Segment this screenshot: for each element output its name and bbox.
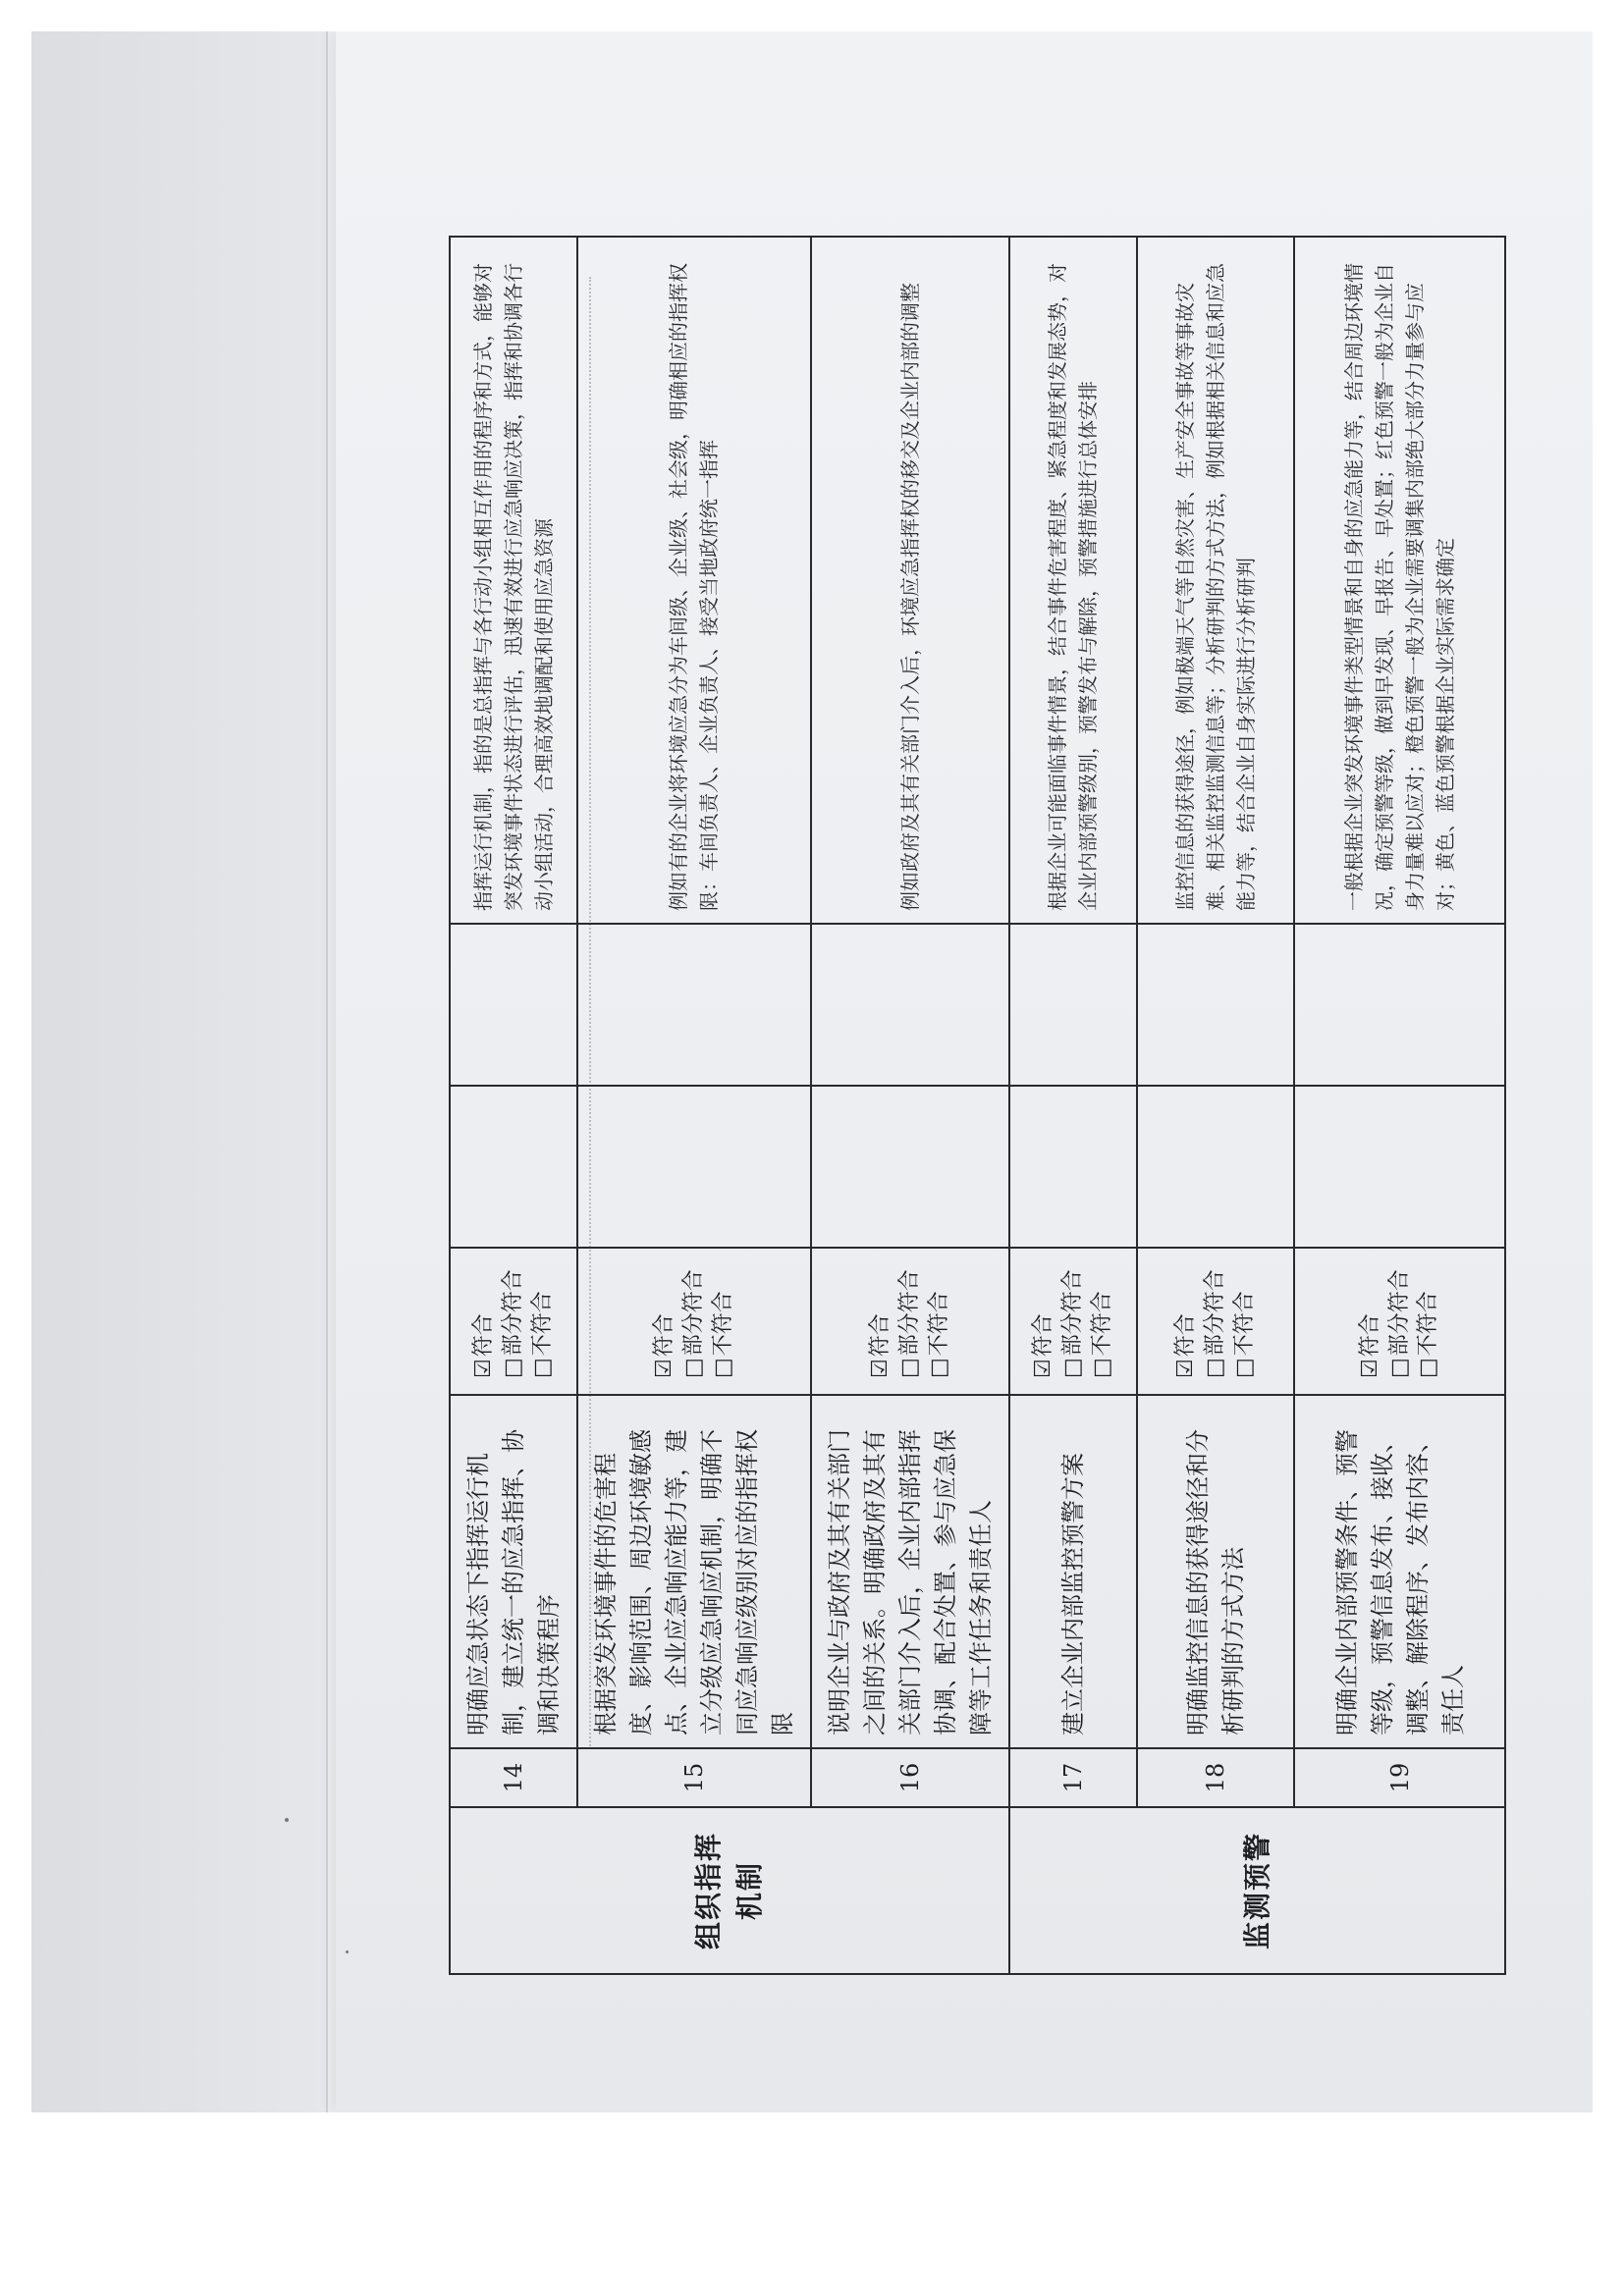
requirement-cell: 明确企业内部预警条件、预警等级，预警信息发布、接收、调整、解除程序、发布内容、责任人 bbox=[1294, 1395, 1505, 1748]
option-label: 不符合 bbox=[1089, 1291, 1114, 1357]
checkbox-unchecked[interactable]: □ bbox=[926, 1358, 951, 1378]
notes-cell: 例如政府及其有关部门介入后，环境应急指挥权的移交及企业内部的调整 bbox=[811, 237, 1009, 924]
checkbox-checked[interactable]: ☑ bbox=[471, 1359, 497, 1378]
option-label: 部分符合 bbox=[1203, 1269, 1228, 1357]
notes-cell: 指挥运行机制，指的是总指挥与各行动小组相互作用的程序和方式，能够对突发环境事件状态进行评估，迅速有效进行应急响应决策，指挥和协调各行动小组活动，合理高效地调配和使用应急资源 bbox=[450, 237, 577, 924]
requirement-cell: 明确应急状态下指挥运行机制，建立统一的应急指挥、协调和决策程序 bbox=[450, 1395, 577, 1748]
requirement-cell: 说明企业与政府及其有关部门之间的关系。明确政府及其有关部门介入后，企业内部指挥协调、配合处置、参与应急保障等工作任务和责任人 bbox=[811, 1395, 1009, 1748]
rotated-table-wrapper bbox=[449, 238, 1467, 1975]
option-label: 符合 bbox=[471, 1313, 497, 1358]
option-label: 符合 bbox=[1031, 1313, 1056, 1358]
checkbox-checked[interactable]: ☑ bbox=[1357, 1359, 1382, 1378]
checkbox-checked[interactable]: ☑ bbox=[1173, 1359, 1199, 1378]
empty-cell bbox=[1294, 924, 1505, 1086]
table-row bbox=[1137, 237, 1294, 1974]
requirement-cell: 根据突发环境事件的危害程度、影响范围、周边环境敏感点、企业应急响应能力等，建立分级应急响应机制，明确不同应急响应级别对应的指挥权限 bbox=[577, 1395, 811, 1748]
notes-cell: 根据企业可能面临事件情景，结合事件危害程度、紧急程度和发展态势，对企业内部预警级别，预警发布与解除，预警措施进行总体安排 bbox=[1009, 237, 1137, 924]
dust-speck bbox=[346, 1950, 349, 1953]
row-number: 16 bbox=[811, 1748, 1009, 1807]
book-left-page bbox=[31, 31, 328, 2112]
dust-speck bbox=[285, 1818, 289, 1822]
option-label: 不符合 bbox=[1231, 1291, 1257, 1357]
option-label: 部分符合 bbox=[681, 1269, 707, 1357]
options-cell bbox=[1009, 1248, 1137, 1395]
row-number: 18 bbox=[1137, 1748, 1294, 1807]
empty-cell bbox=[811, 924, 1009, 1086]
checkbox-unchecked[interactable]: □ bbox=[1060, 1358, 1086, 1378]
checkbox-unchecked[interactable]: □ bbox=[1386, 1358, 1412, 1378]
table-row bbox=[1009, 237, 1137, 1974]
checkbox-unchecked[interactable]: □ bbox=[681, 1358, 707, 1378]
option-label: 部分符合 bbox=[897, 1269, 923, 1357]
checkbox-unchecked[interactable]: □ bbox=[710, 1358, 735, 1378]
checkbox-unchecked[interactable]: □ bbox=[1416, 1358, 1441, 1378]
checkbox-unchecked[interactable]: □ bbox=[501, 1358, 526, 1378]
row-number: 17 bbox=[1009, 1748, 1137, 1807]
notes-cell: 监控信息的获得途径，例如极端天气等自然灾害、生产安全事故等事故灾难、相关监控监测信息等；分析研判的方式方法，例如根据相关信息和应急能力等，结合企业自身实际进行分析研判 bbox=[1137, 237, 1294, 924]
table-row bbox=[1294, 237, 1505, 1974]
checkbox-unchecked[interactable]: □ bbox=[897, 1358, 923, 1378]
empty-cell bbox=[450, 1086, 577, 1248]
empty-cell bbox=[1137, 924, 1294, 1086]
requirement-cell: 建立企业内部监控预警方案 bbox=[1009, 1395, 1137, 1748]
checkbox-unchecked[interactable]: □ bbox=[1231, 1358, 1257, 1378]
option-label: 符合 bbox=[652, 1313, 677, 1358]
checkbox-unchecked[interactable]: □ bbox=[529, 1358, 555, 1378]
table-row bbox=[450, 237, 577, 1974]
options-cell bbox=[450, 1248, 577, 1395]
checkbox-checked[interactable]: ☑ bbox=[1031, 1359, 1056, 1378]
row-number: 19 bbox=[1294, 1748, 1505, 1807]
options-cell bbox=[1137, 1248, 1294, 1395]
empty-cell bbox=[1009, 1086, 1137, 1248]
checkbox-unchecked[interactable]: □ bbox=[1089, 1358, 1114, 1378]
empty-cell bbox=[1137, 1086, 1294, 1248]
checkbox-unchecked[interactable]: □ bbox=[1203, 1358, 1228, 1378]
notes-cell: 一般根据企业突发环境事件类型情景和自身的应急能力等，结合周边环境情况，确定预警等级，做到早发现、早报告、早处置；红色预警一般为企业自身力量难以应对；橙色预警一般为企业需要调集内部绝大部分力量参与应对；黄色、蓝色预警根据企业实际需求确定 bbox=[1294, 237, 1505, 924]
category-cell: 组织指挥机制 bbox=[450, 1807, 1009, 1974]
review-table bbox=[449, 236, 1506, 1975]
option-label: 不符合 bbox=[710, 1291, 735, 1357]
option-label: 符合 bbox=[868, 1313, 893, 1358]
empty-cell bbox=[450, 924, 577, 1086]
requirement-cell: 明确监控信息的获得途径和分析研判的方式方法 bbox=[1137, 1395, 1294, 1748]
row-number: 15 bbox=[577, 1748, 811, 1807]
photo-background bbox=[31, 31, 1593, 2112]
empty-cell bbox=[811, 1086, 1009, 1248]
checkbox-checked[interactable]: ☑ bbox=[652, 1359, 677, 1378]
empty-cell bbox=[1009, 924, 1137, 1086]
option-label: 不符合 bbox=[926, 1291, 951, 1357]
empty-cell bbox=[577, 1086, 811, 1248]
empty-cell bbox=[577, 924, 811, 1086]
option-label: 符合 bbox=[1357, 1313, 1382, 1358]
notes-cell: 例如有的企业将环境应急分为车间级、企业级、社会级，明确相应的指挥权限：车间负责人、企业负责人、接受当地政府统一指挥 bbox=[577, 237, 811, 924]
options-cell bbox=[1294, 1248, 1505, 1395]
option-label: 不符合 bbox=[1416, 1291, 1441, 1357]
checkbox-checked[interactable]: ☑ bbox=[868, 1359, 893, 1378]
category-cell: 监测预警 bbox=[1009, 1807, 1505, 1974]
option-label: 部分符合 bbox=[1060, 1269, 1086, 1357]
table-row bbox=[577, 237, 811, 1974]
options-cell bbox=[577, 1248, 811, 1395]
option-label: 不符合 bbox=[529, 1291, 555, 1357]
row-number: 14 bbox=[450, 1748, 577, 1807]
empty-cell bbox=[1294, 1086, 1505, 1248]
option-label: 部分符合 bbox=[1386, 1269, 1412, 1357]
options-cell bbox=[811, 1248, 1009, 1395]
table-row bbox=[811, 237, 1009, 1974]
option-label: 符合 bbox=[1173, 1313, 1199, 1358]
option-label: 部分符合 bbox=[501, 1269, 526, 1357]
